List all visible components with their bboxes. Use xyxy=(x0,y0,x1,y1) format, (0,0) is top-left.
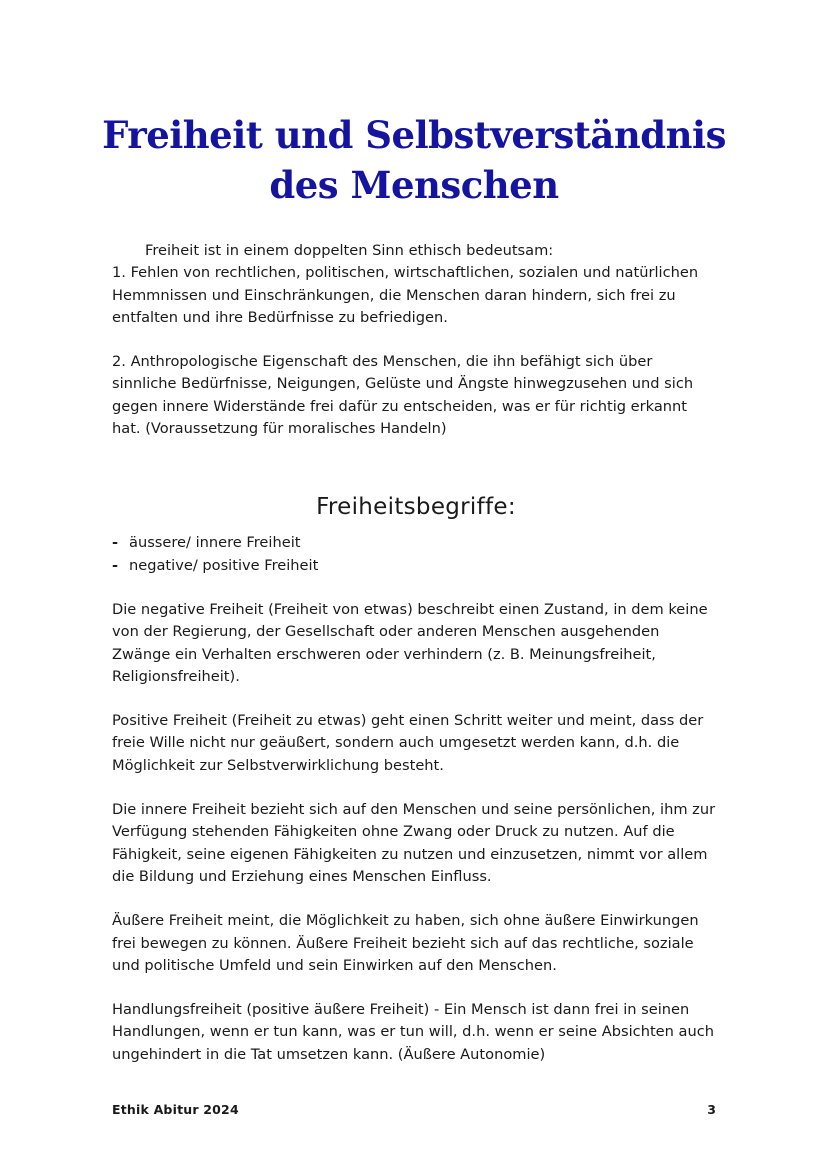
page-title-line-2: des Menschen xyxy=(269,163,559,207)
intro-point-1: 1. Fehlen von rechtlichen, politischen, wirtschaftlichen, sozialen und natürlichen Hemmnissen und Einschränkungen, die Menschen daran hindern, sich frei zu entfalten und ihre Bedürfnisse zu befriedigen. xyxy=(112,264,699,326)
intro-point-2: 2. Anthropologische Eigenschaft des Menschen, die ihn befähigt sich über sinnliche Bedürfnisse, Neigungen, Gelüste und Ängste hinwegzusehen und sich gegen innere Widerstände frei dafür zu entscheiden, was er für richtig erkannt hat. (Voraussetzung für moralisches Handeln) xyxy=(112,353,694,438)
page-title xyxy=(0,110,828,210)
spacer xyxy=(112,329,720,351)
section-heading: Freiheitsbegriffe: xyxy=(316,494,516,521)
list-item xyxy=(112,555,720,577)
paragraph-freedom-of-action: Handlungsfreiheit (positive äußere Freiheit) - Ein Mensch ist dann frei in seinen Handlungen, wenn er tun kann, was er tun will, d.h. wenn er seine Absichten auch ungehindert in die Tat umsetzen kann. (Äußere Autonomie) xyxy=(112,1001,715,1063)
dash-bullet-icon: - xyxy=(112,534,119,552)
spacer xyxy=(112,888,720,910)
intro-lead: Freiheit ist in einem doppelten Sinn ethisch bedeutsam: xyxy=(145,242,554,259)
list-item-text: negative/ positive Freiheit xyxy=(129,556,319,574)
freedom-concepts-list xyxy=(112,532,720,577)
list-item-text: äussere/ innere Freiheit xyxy=(129,534,301,552)
page-title-line-1: Freiheit und Selbstverständnis xyxy=(102,113,726,157)
document-body xyxy=(112,240,720,1066)
list-item xyxy=(112,532,720,554)
page-number: 3 xyxy=(707,1102,716,1117)
paragraph-inner-freedom: Die innere Freiheit bezieht sich auf den Menschen und seine persönlichen, ihm zur Verfügung stehenden Fähigkeiten ohne Zwang oder Druck zu nutzen. Auf die Fähigkeit, seine eigenen Fähigkeiten zu nutzen und einzusetzen, nimmt vor allem die Bildung und Erziehung eines Menschen Einfluss. xyxy=(112,801,716,885)
paragraph-outer-freedom: Äußere Freiheit meint, die Möglichkeit zu haben, sich ohne äußere Einwirkungen frei bewegen zu können. Äußere Freiheit bezieht sich auf das rechtliche, soziale und politische Umfeld und sein Einwirken auf den Menschen. xyxy=(112,912,699,974)
spacer xyxy=(112,577,720,599)
spacer xyxy=(112,777,720,799)
paragraph-negative-freedom: Die negative Freiheit (Freiheit von etwas) beschreibt einen Zustand, in dem keine von der Regierung, der Gesellschaft oder anderen Menschen ausgehenden Zwänge ein Verhalten erschweren oder verhindern (z. B. Meinungsfreiheit, Religionsfreiheit). xyxy=(112,600,708,685)
footer-label: Ethik Abitur 2024 xyxy=(112,1102,239,1117)
spacer xyxy=(112,977,720,999)
spacer xyxy=(112,688,720,710)
paragraph-positive-freedom: Positive Freiheit (Freiheit zu etwas) geht einen Schritt weiter und meint, dass der freie Wille nicht nur geäußert, sondern auch umgesetzt werden kann, d.h. die Möglichkeit zur Selbstverwirklichung besteht. xyxy=(112,712,704,774)
dash-bullet-icon: - xyxy=(112,556,119,574)
